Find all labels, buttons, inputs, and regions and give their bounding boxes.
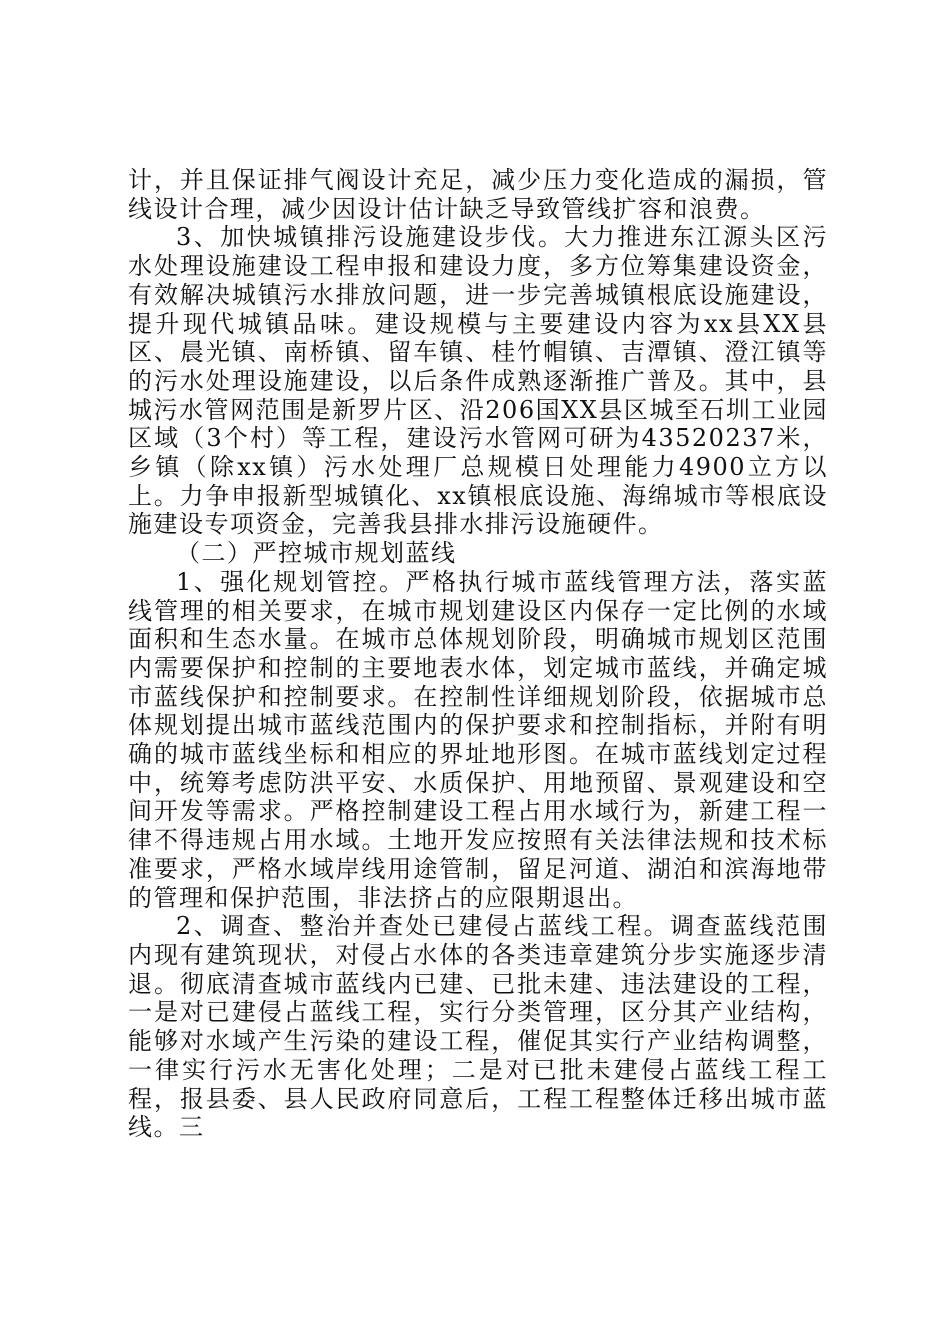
paragraph-item-2-investigation: 2、调查、整治并查处已建侵占蓝线工程。调查蓝线范围内现有建筑现状，对侵占水体的各类违章建筑分步实施逐步清退。彻底清查城市蓝线内已建、已批未建、违法建设的工程，一是对已建侵占蓝线工程，实行分类管理，区分其产业结构，能够对水域产生污染的建设工程，催促其实行产业结构调整，一律实行污水无害化处理；二是对已批未建侵占蓝线工程工程，报县委、县人民政府同意后，工程工程整体迁移出城市蓝线。三 — [128, 912, 828, 1142]
section-heading-blue-line: （二）严控城市规划蓝线 — [176, 539, 457, 568]
document-body — [128, 166, 828, 1142]
paragraph-continuation: 计，并且保证排气阀设计充足，减少压力变化造成的漏损，管线设计合理，减少因设计估计缺乏导致管线扩容和浪费。 — [128, 166, 828, 223]
paragraph-item-3-sewage-facilities: 3、加快城镇排污设施建设步伐。大力推进东江源头区污水处理设施建设工程申报和建设力度，多方位筹集建设资金，有效解决城镇污水排放问题，进一步完善城镇根底设施建设，提升现代城镇品味。建设规模与主要建设内容为xx县XX县区、晨光镇、南桥镇、留车镇、桂竹帽镇、吉潭镇、澄江镇等的污水处理设施建设，以后条件成熟逐渐推广普及。其中，县城污水管网范围是新罗片区、沿206国XX县区城至石圳工业园区域（3个村）等工程，建设污水管网可研为43520237米，乡镇（除xx镇）污水处理厂总规模日处理能力4900立方以上。力争申报新型城镇化、xx镇根底设施、海绵城市等根底设施建设专项资金，完善我县排水排污设施硬件。 — [128, 223, 828, 539]
paragraph-item-1-planning-control: 1、强化规划管控。严格执行城市蓝线管理方法，落实蓝线管理的相关要求，在城市规划建设区内保存一定比例的水域面积和生态水量。在城市总体规划阶段，明确城市规划区范围内需要保护和控制的主要地表水体，划定城市蓝线，并确定城市蓝线保护和控制要求。在控制性详细规划阶段，依据城市总体规划提出城市蓝线范围内的保护要求和控制指标，并附有明确的城市蓝线坐标和相应的界址地形图。在城市蓝线划定过程中，统筹考虑防洪平安、水质保护、用地预留、景观建设和空间开发等需求。严格控制建设工程占用水域行为，新建工程一律不得违规占用水域。土地开发应按照有关法律法规和技术标准要求，严格水域岸线用途管制，留足河道、湖泊和滨海地带的管理和保护范围，非法挤占的应限期退出。 — [128, 567, 828, 912]
